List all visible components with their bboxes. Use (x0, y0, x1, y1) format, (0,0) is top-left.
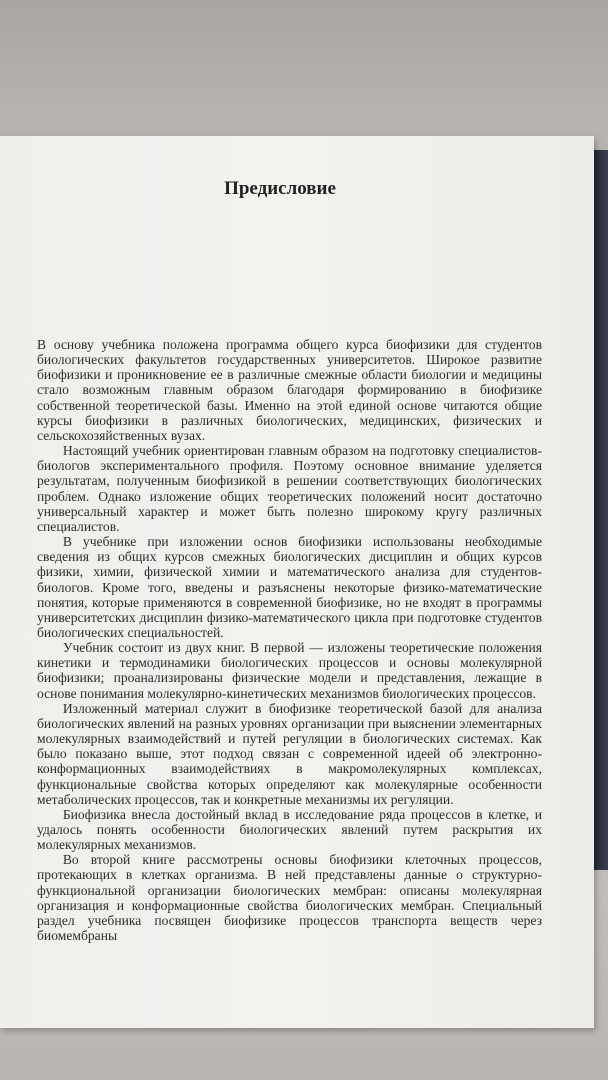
page-title: Предисловие (224, 178, 336, 199)
paragraph-3: В учебнике при изложении основ биофизики использованы необходимые сведения из общих курсов смежных биологических дисциплин и общих курсов физики, химии, физической химии и математического анализа для студентов-биологов. Кроме того, введены и разъяснены некоторые физико-математические понятия, которые применяются в современной биофизике, но не входят в программы университетских дисциплин физико-математического цикла при подготовке студентов биологических специальностей. (37, 534, 542, 640)
paragraph-7: Во второй книге рассмотрены основы биофизики клеточных процессов, протекающих в клетках организма. В ней представлены данные о структурно-функциональной организации биологических мембран: описаны молекулярная организация и конформационные свойства биологических мембран. Специальный раздел учебника посвящен биофизике процессов транспорта веществ через биомембраны (37, 852, 542, 944)
paragraph-4: Учебник состоит из двух книг. В первой — изложены теоретические положения кинетики и термодинамики биологических процессов и основы молекулярной биофизики; проанализированы физические модели и представления, лежащие в основе понимания молекулярно-кинетических механизмов биологических процессов. (37, 640, 542, 701)
paragraph-1: В основу учебника положена программа общего курса биофизики для студентов биологических факультетов государственных университетов. Широкое развитие биофизики и проникновение ее в различные смежные области биологии и медицины стало возможным главным образом благодаря формированию в биофизике собственной теоретической базы. Именно на этой единой основе читаются общие курсы биофизики в различных биологических, медицинских, физических и сельскохозяйственных вузах. (37, 337, 542, 443)
paragraph-6: Биофизика внесла достойный вклад в исследование ряда процессов в клетке, и удалось понять особенности биологических явлений путем раскрытия их молекулярных механизмов. (37, 806, 542, 853)
paragraph-5: Изложенный материал служит в биофизике теоретической базой для анализа биологических явлений на разных уровнях организации при выяснении элементарных молекулярных взаимодействий и путей регуляции в биологических системах. Как было показано выше, этот подход связан с современной идеей об электронно-конформационных взаимодействиях в макромолекулярных комплексах, функциональные свойства которых определяют как молекулярные особенности метаболических процессов, так и конкретные механизмы их регуляции. (37, 700, 542, 807)
paragraph-2: Настоящий учебник ориентирован главным образом на подготовку специалистов-биологов экспериментального профиля. Поэтому основное внимание уделяется результатам, полученным биофизикой в решении соответствующих биологических проблем. Однако изложение общих теоретических положений носит достаточно универсальный характер и может быть полезно широкому кругу различных специалистов. (37, 443, 542, 534)
book-page (0, 136, 594, 1028)
body-text (37, 337, 542, 943)
